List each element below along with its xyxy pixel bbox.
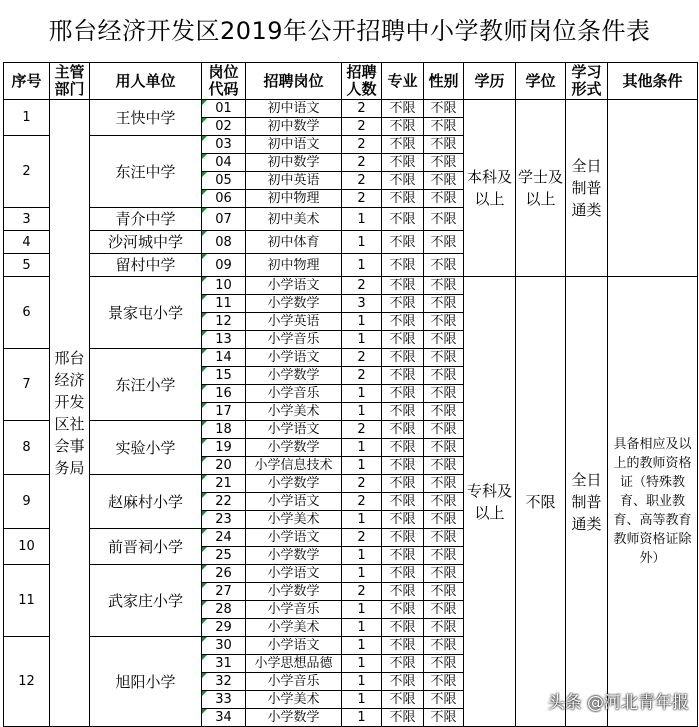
unit-cell: 王快中学 (90, 100, 202, 136)
num-cell: 1 (342, 547, 382, 565)
gender-cell: 不限 (424, 421, 464, 439)
seq-cell: 5 (4, 254, 50, 277)
seq-cell: 12 (4, 637, 50, 727)
major-cell: 不限 (382, 231, 424, 254)
code-cell: 27 (202, 583, 246, 601)
header-edu: 学历 (464, 63, 516, 100)
gender-cell: 不限 (424, 254, 464, 277)
code-cell: 30 (202, 637, 246, 655)
seq-cell: 9 (4, 475, 50, 529)
code-cell: 05 (202, 172, 246, 190)
post-cell: 小学语文 (246, 349, 342, 367)
post-cell: 小学音乐 (246, 331, 342, 349)
code-cell: 15 (202, 367, 246, 385)
edu-cell: 专科及以上 (464, 277, 516, 727)
code-cell: 17 (202, 403, 246, 421)
num-cell: 2 (342, 190, 382, 208)
post-cell: 小学美术 (246, 403, 342, 421)
num-cell: 2 (342, 421, 382, 439)
code-cell: 18 (202, 421, 246, 439)
gender-cell: 不限 (424, 619, 464, 637)
major-cell: 不限 (382, 208, 424, 231)
code-cell: 33 (202, 691, 246, 709)
code-cell: 26 (202, 565, 246, 583)
post-cell: 小学数学 (246, 583, 342, 601)
dept-cell: 邢台经济开发区社会事务局 (50, 100, 90, 727)
gender-cell: 不限 (424, 190, 464, 208)
major-cell: 不限 (382, 421, 424, 439)
gender-cell: 不限 (424, 637, 464, 655)
num-cell: 1 (342, 313, 382, 331)
post-cell: 小学数学 (246, 709, 342, 727)
header-num: 招聘人数 (342, 63, 382, 100)
num-cell: 1 (342, 601, 382, 619)
gender-cell: 不限 (424, 385, 464, 403)
num-cell: 2 (342, 367, 382, 385)
gender-cell: 不限 (424, 313, 464, 331)
num-cell: 2 (342, 493, 382, 511)
post-cell: 小学美术 (246, 619, 342, 637)
code-cell: 12 (202, 313, 246, 331)
post-cell: 小学信息技术 (246, 457, 342, 475)
code-cell: 13 (202, 331, 246, 349)
gender-cell: 不限 (424, 529, 464, 547)
unit-cell: 东汪小学 (90, 349, 202, 421)
post-cell: 初中物理 (246, 190, 342, 208)
other-cell (608, 100, 698, 277)
num-cell: 2 (342, 349, 382, 367)
num-cell: 1 (342, 457, 382, 475)
code-cell: 34 (202, 709, 246, 727)
code-cell: 07 (202, 208, 246, 231)
gender-cell: 不限 (424, 367, 464, 385)
num-cell: 2 (342, 100, 382, 118)
num-cell: 2 (342, 583, 382, 601)
major-cell: 不限 (382, 655, 424, 673)
major-cell: 不限 (382, 601, 424, 619)
code-cell: 02 (202, 118, 246, 136)
major-cell: 不限 (382, 277, 424, 295)
major-cell: 不限 (382, 475, 424, 493)
major-cell: 不限 (382, 547, 424, 565)
code-cell: 22 (202, 493, 246, 511)
num-cell: 1 (342, 254, 382, 277)
gender-cell: 不限 (424, 208, 464, 231)
major-cell: 不限 (382, 511, 424, 529)
gender-cell: 不限 (424, 295, 464, 313)
seq-cell: 10 (4, 529, 50, 565)
seq-cell: 3 (4, 208, 50, 231)
code-cell: 06 (202, 190, 246, 208)
post-cell: 小学英语 (246, 313, 342, 331)
num-cell: 2 (342, 154, 382, 172)
num-cell: 1 (342, 385, 382, 403)
degree-cell: 不限 (516, 277, 566, 727)
post-cell: 初中数学 (246, 154, 342, 172)
major-cell: 不限 (382, 691, 424, 709)
unit-cell: 景家屯小学 (90, 277, 202, 349)
code-cell: 08 (202, 231, 246, 254)
unit-cell: 留村中学 (90, 254, 202, 277)
code-cell: 31 (202, 655, 246, 673)
num-cell: 2 (342, 529, 382, 547)
header-major: 专业 (382, 63, 424, 100)
gender-cell: 不限 (424, 403, 464, 421)
gender-cell: 不限 (424, 565, 464, 583)
post-cell: 小学音乐 (246, 385, 342, 403)
gender-cell: 不限 (424, 601, 464, 619)
gender-cell: 不限 (424, 475, 464, 493)
gender-cell: 不限 (424, 691, 464, 709)
page-title: 邢台经济开发区2019年公开招聘中小学教师岗位条件表 (48, 17, 651, 45)
major-cell: 不限 (382, 254, 424, 277)
num-cell: 2 (342, 475, 382, 493)
post-cell: 小学语文 (246, 277, 342, 295)
num-cell: 2 (342, 172, 382, 190)
post-cell: 小学美术 (246, 691, 342, 709)
major-cell: 不限 (382, 403, 424, 421)
gender-cell: 不限 (424, 136, 464, 154)
code-cell: 25 (202, 547, 246, 565)
header-study: 学习形式 (566, 63, 608, 100)
major-cell: 不限 (382, 637, 424, 655)
post-cell: 小学语文 (246, 637, 342, 655)
header-other: 其他条件 (608, 63, 698, 100)
other-cell: 具备相应及以上的教师资格证（特殊教育、职业教育、高等教育教师资格证除外） (608, 277, 698, 727)
num-cell: 2 (342, 118, 382, 136)
gender-cell: 不限 (424, 118, 464, 136)
post-cell: 小学美术 (246, 511, 342, 529)
header-row (4, 63, 698, 100)
post-cell: 小学语文 (246, 421, 342, 439)
post-cell: 小学语文 (246, 565, 342, 583)
gender-cell: 不限 (424, 493, 464, 511)
code-cell: 10 (202, 277, 246, 295)
watermark: 头条 @河北青年报 (547, 693, 689, 713)
gender-cell: 不限 (424, 331, 464, 349)
seq-cell: 11 (4, 565, 50, 637)
gender-cell: 不限 (424, 673, 464, 691)
post-cell: 小学数学 (246, 439, 342, 457)
code-cell: 21 (202, 475, 246, 493)
major-cell: 不限 (382, 349, 424, 367)
post-cell: 初中体育 (246, 231, 342, 254)
major-cell: 不限 (382, 367, 424, 385)
major-cell: 不限 (382, 709, 424, 727)
unit-cell: 武家庄小学 (90, 565, 202, 637)
header-seq: 序号 (4, 63, 50, 100)
gender-cell: 不限 (424, 511, 464, 529)
code-cell: 01 (202, 100, 246, 118)
post-cell: 小学数学 (246, 475, 342, 493)
major-cell: 不限 (382, 295, 424, 313)
header-code: 岗位代码 (202, 63, 246, 100)
num-cell: 2 (342, 277, 382, 295)
gender-cell: 不限 (424, 547, 464, 565)
header-gender: 性别 (424, 63, 464, 100)
gender-cell: 不限 (424, 231, 464, 254)
unit-cell: 沙河城中学 (90, 231, 202, 254)
unit-cell: 赵麻村小学 (90, 475, 202, 529)
seq-cell: 4 (4, 231, 50, 254)
num-cell: 1 (342, 619, 382, 637)
post-cell: 小学数学 (246, 295, 342, 313)
major-cell: 不限 (382, 118, 424, 136)
code-cell: 14 (202, 349, 246, 367)
code-cell: 32 (202, 673, 246, 691)
major-cell: 不限 (382, 100, 424, 118)
post-cell: 小学语文 (246, 493, 342, 511)
seq-cell: 1 (4, 100, 50, 136)
code-cell: 20 (202, 457, 246, 475)
recruitment-table (3, 62, 698, 727)
num-cell: 1 (342, 439, 382, 457)
gender-cell: 不限 (424, 709, 464, 727)
seq-cell: 8 (4, 421, 50, 475)
study-cell: 全日制普通类 (566, 277, 608, 727)
header-degree: 学位 (516, 63, 566, 100)
code-cell: 03 (202, 136, 246, 154)
code-cell: 16 (202, 385, 246, 403)
unit-cell: 青介中学 (90, 208, 202, 231)
post-cell: 初中英语 (246, 172, 342, 190)
unit-cell: 旭阳小学 (90, 637, 202, 727)
major-cell: 不限 (382, 493, 424, 511)
major-cell: 不限 (382, 154, 424, 172)
num-cell: 1 (342, 511, 382, 529)
major-cell: 不限 (382, 529, 424, 547)
major-cell: 不限 (382, 565, 424, 583)
gender-cell: 不限 (424, 172, 464, 190)
seq-cell: 2 (4, 136, 50, 208)
post-cell: 小学数学 (246, 547, 342, 565)
post-cell: 初中数学 (246, 118, 342, 136)
num-cell: 2 (342, 136, 382, 154)
header-dept: 主管部门 (50, 63, 90, 100)
code-cell: 29 (202, 619, 246, 637)
seq-cell: 7 (4, 349, 50, 421)
gender-cell: 不限 (424, 349, 464, 367)
post-cell: 初中物理 (246, 254, 342, 277)
gender-cell: 不限 (424, 154, 464, 172)
major-cell: 不限 (382, 439, 424, 457)
code-cell: 28 (202, 601, 246, 619)
edu-cell: 本科及以上 (464, 100, 516, 277)
major-cell: 不限 (382, 583, 424, 601)
unit-cell: 东汪中学 (90, 136, 202, 208)
num-cell: 1 (342, 655, 382, 673)
num-cell: 1 (342, 565, 382, 583)
table-row (4, 277, 698, 295)
post-cell: 小学音乐 (246, 673, 342, 691)
degree-cell: 学士及以上 (516, 100, 566, 277)
gender-cell: 不限 (424, 277, 464, 295)
code-cell: 23 (202, 511, 246, 529)
post-cell: 小学思想品德 (246, 655, 342, 673)
post-cell: 初中语文 (246, 100, 342, 118)
num-cell: 1 (342, 637, 382, 655)
major-cell: 不限 (382, 331, 424, 349)
code-cell: 24 (202, 529, 246, 547)
unit-cell: 前晋祠小学 (90, 529, 202, 565)
major-cell: 不限 (382, 136, 424, 154)
gender-cell: 不限 (424, 439, 464, 457)
seq-cell: 6 (4, 277, 50, 349)
num-cell: 1 (342, 673, 382, 691)
gender-cell: 不限 (424, 655, 464, 673)
post-cell: 小学数学 (246, 367, 342, 385)
major-cell: 不限 (382, 172, 424, 190)
major-cell: 不限 (382, 190, 424, 208)
major-cell: 不限 (382, 619, 424, 637)
num-cell: 1 (342, 691, 382, 709)
header-post: 招聘岗位 (246, 63, 342, 100)
num-cell: 1 (342, 208, 382, 231)
major-cell: 不限 (382, 457, 424, 475)
code-cell: 19 (202, 439, 246, 457)
post-cell: 小学音乐 (246, 601, 342, 619)
num-cell: 1 (342, 331, 382, 349)
major-cell: 不限 (382, 313, 424, 331)
header-unit: 用人单位 (90, 63, 202, 100)
table-row (4, 100, 698, 118)
num-cell: 1 (342, 231, 382, 254)
gender-cell: 不限 (424, 100, 464, 118)
study-cell: 全日制普通类 (566, 100, 608, 277)
unit-cell: 实验小学 (90, 421, 202, 475)
post-cell: 初中语文 (246, 136, 342, 154)
post-cell: 初中美术 (246, 208, 342, 231)
code-cell: 04 (202, 154, 246, 172)
code-cell: 11 (202, 295, 246, 313)
num-cell: 3 (342, 295, 382, 313)
major-cell: 不限 (382, 673, 424, 691)
post-cell: 小学语文 (246, 529, 342, 547)
gender-cell: 不限 (424, 583, 464, 601)
major-cell: 不限 (382, 385, 424, 403)
num-cell: 1 (342, 403, 382, 421)
num-cell: 1 (342, 709, 382, 727)
code-cell: 09 (202, 254, 246, 277)
gender-cell: 不限 (424, 457, 464, 475)
